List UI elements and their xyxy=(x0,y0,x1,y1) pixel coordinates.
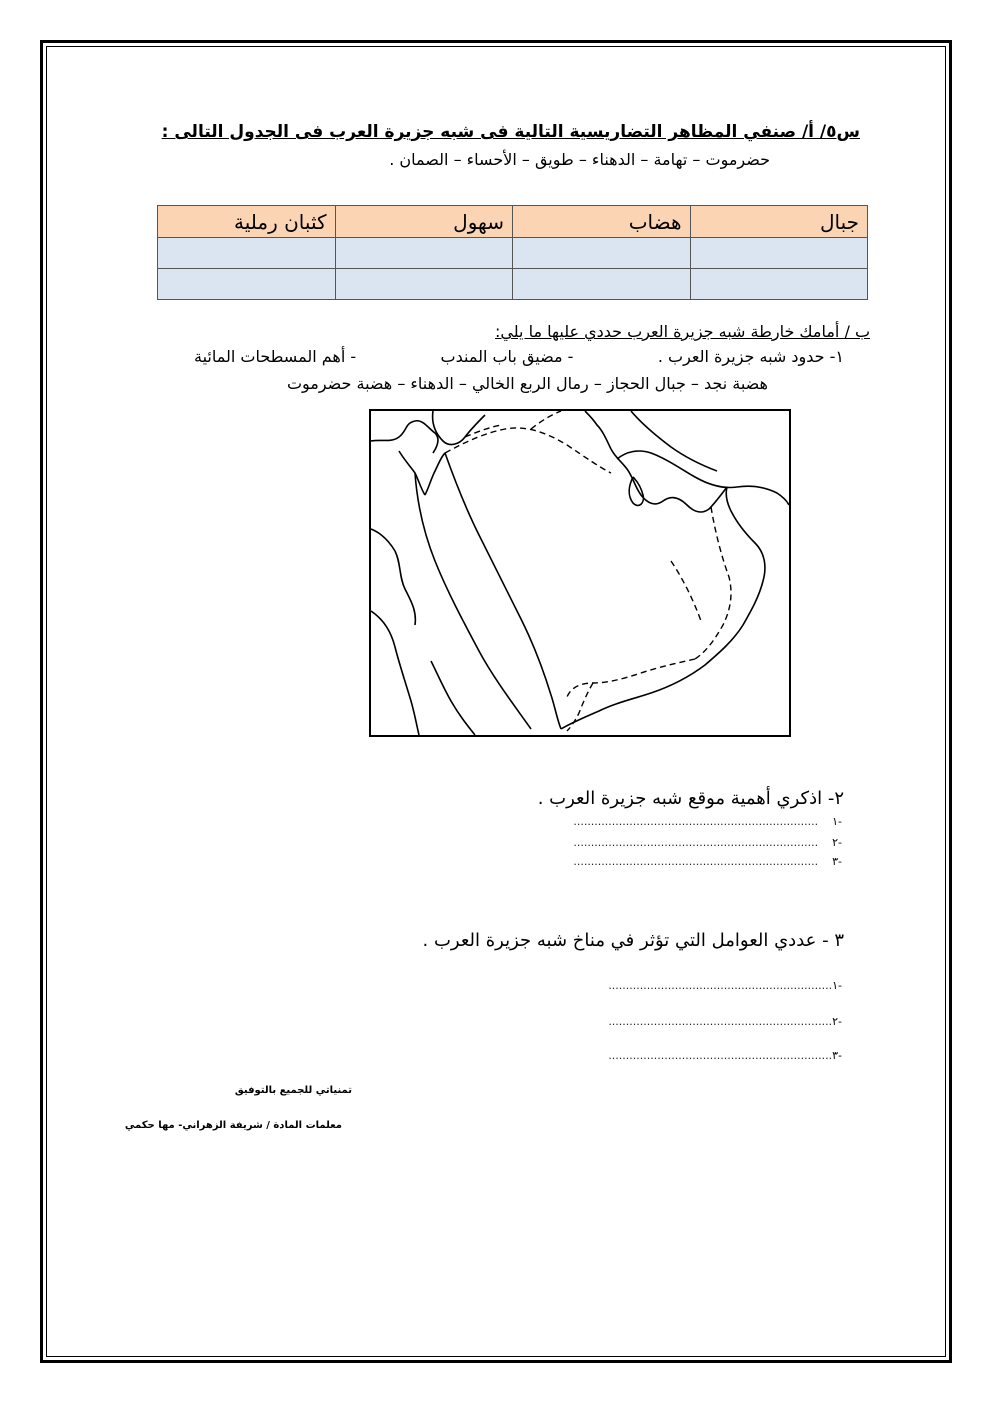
footer-wish: تمنياتي للجميع بالتوفيق xyxy=(234,1085,352,1096)
header-mountains: جبال xyxy=(690,206,868,238)
answer-dots: ...................................................................... xyxy=(573,836,819,849)
question-2-title: ٢- اذكري أهمية موقع شبه جزيرة العرب . xyxy=(537,788,844,809)
header-plateaus: هضاب xyxy=(513,206,691,238)
item-water-bodies: - أهم المسطحات المائية xyxy=(194,347,357,366)
answer-dots: ...................................................................... xyxy=(573,815,819,828)
map-outline-drawing xyxy=(371,411,789,735)
question-2-answer-line-3[interactable] xyxy=(573,855,842,868)
item-bab-el-mandeb: - مضيق باب المندب xyxy=(440,347,574,366)
question-5b-line2: هضبة نجد – جبال الحجاز – رمال الربع الخالي – الدهناء – هضبة حضرموت xyxy=(286,374,768,393)
answer-cell[interactable] xyxy=(690,269,868,300)
question-3-answer-line-2[interactable] xyxy=(608,1015,842,1028)
header-sand-dunes: كثبان رملية xyxy=(158,206,336,238)
answer-number: -٣ xyxy=(832,1049,842,1062)
table-header-row xyxy=(158,206,868,238)
answer-number: -١ xyxy=(832,815,842,828)
question-2-answer-line-2[interactable] xyxy=(573,836,842,849)
question-5a-terms: حضرموت – تهامة – الدهناء – طويق – الأحساء – الصمان . xyxy=(389,150,770,169)
answer-dots: ................................................................ xyxy=(608,1049,833,1062)
answer-dots: ................................................................ xyxy=(608,1015,833,1028)
answer-number: -٢ xyxy=(832,1015,842,1028)
answer-cell[interactable] xyxy=(513,269,691,300)
answer-dots: ...................................................................... xyxy=(573,855,819,868)
question-3-answer-line-1[interactable] xyxy=(608,979,842,992)
answer-dots: ................................................................ xyxy=(608,979,833,992)
footer-teachers: معلمات المادة / شريفة الزهراني- مها حكمي xyxy=(124,1120,342,1131)
header-plains: سهول xyxy=(335,206,513,238)
question-5a-title: س٥/ أ/ صنفي المظاهر التضاريسية التالية فى شبه جزيرة العرب فى الجدول التالى : xyxy=(161,122,860,142)
question-5b-title: ب / أمامك خارطة شبه جزيرة العرب حددي عليها ما يلي: xyxy=(495,322,870,341)
question-3-answer-line-3[interactable] xyxy=(608,1049,842,1062)
answer-cell[interactable] xyxy=(690,238,868,269)
answer-cell[interactable] xyxy=(158,269,336,300)
answer-number: -٣ xyxy=(832,855,842,868)
answer-number: -٢ xyxy=(832,836,842,849)
answer-cell[interactable] xyxy=(513,238,691,269)
answer-number: -١ xyxy=(832,979,842,992)
question-2-answer-line-1[interactable] xyxy=(573,815,842,828)
item-borders: ١- حدود شبه جزيرة العرب . xyxy=(657,347,844,366)
table-row xyxy=(158,269,868,300)
question-3-title: ٣ - عددي العوامل التي تؤثر في مناخ شبه جزيرة العرب . xyxy=(422,930,844,951)
arabian-peninsula-map[interactable] xyxy=(369,409,791,737)
answer-cell[interactable] xyxy=(158,238,336,269)
answer-cell[interactable] xyxy=(335,269,513,300)
question-5b-line1 xyxy=(194,347,844,366)
terrain-classification-table xyxy=(157,205,868,300)
table-row xyxy=(158,238,868,269)
answer-cell[interactable] xyxy=(335,238,513,269)
